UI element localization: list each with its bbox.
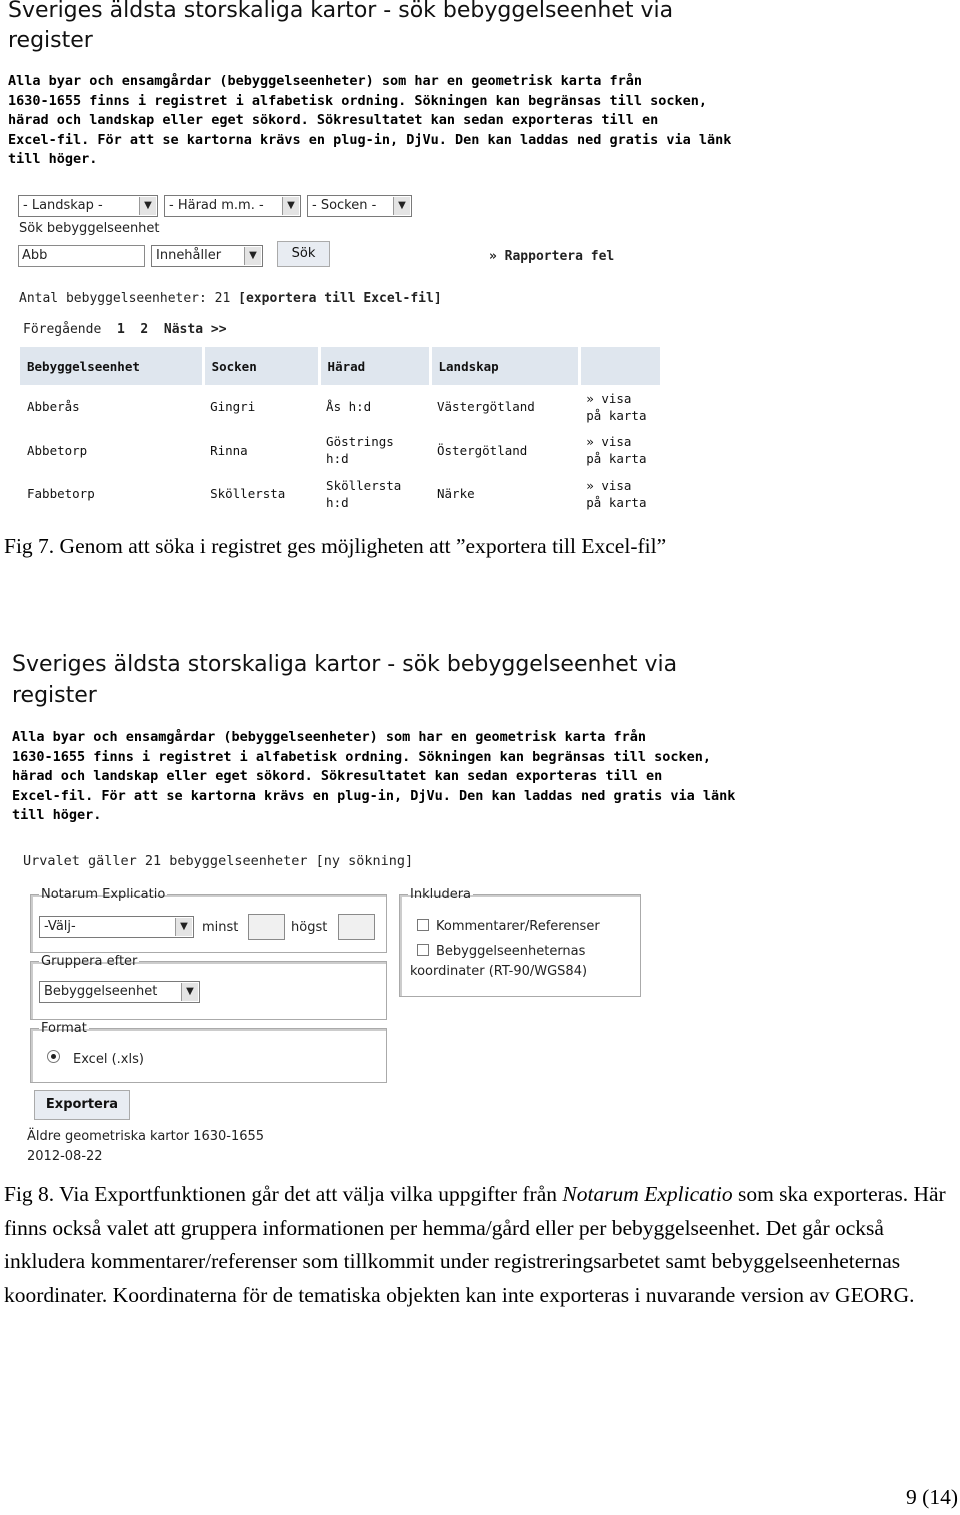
fig8-caption-prefix: Fig 8. Via Exportfunktionen går det att välja vilka uppgifter från — [4, 1182, 563, 1206]
gruppera-select[interactable] — [39, 981, 200, 1003]
cell-socken: Rinna — [210, 442, 248, 458]
notarum-select[interactable] — [39, 916, 194, 938]
cell-socken: Gingri — [210, 399, 256, 415]
search-button[interactable]: Sök — [277, 241, 330, 267]
cell-landskap: Östergötland — [437, 442, 528, 458]
selection-summary-text: Urvalet gäller 21 bebyggelseenheter [ny sökning] — [23, 853, 414, 869]
gruppera-legend: Gruppera efter — [41, 954, 138, 969]
chevron-down-icon: ▼ — [282, 197, 299, 215]
min-label: minst — [202, 920, 239, 935]
fig8-caption — [4, 1178, 959, 1313]
result-count-text: Antal bebyggelseenheter: 21 — [19, 291, 231, 306]
search-label: Sök bebyggelseenhet — [19, 221, 160, 236]
coordinates-checkbox-label-2: koordinater (RT-90/WGS84) — [410, 964, 588, 979]
harad-select[interactable] — [164, 195, 301, 217]
fig7-title-line2: register — [8, 28, 93, 53]
page-number: 9 (14) — [906, 1485, 958, 1509]
table-header-row — [20, 347, 660, 385]
view-on-map-link[interactable]: » visa på karta — [586, 390, 647, 423]
table-row — [20, 429, 660, 473]
fig8-caption-suffix: som ska exporteras. Här finns också valet att gruppera informationen per hemma/gård eller per bebyggelseenhet. Det går också inkludera kommentarer/referenser som tillkommit under registreringsarbetet samt bebyggelseenheternas koordinater. Koordinaterna för de tematiska objekten kan inte exporteras i nuvarande version av GEORG. — [4, 1182, 946, 1308]
fig7-caption: Fig 7. Genom att söka i registret ges möjligheten att ”exportera till Excel-fil” — [4, 534, 667, 558]
col-header-empty — [579, 347, 660, 385]
fig8-caption-emphasis: Notarum Explicatio — [562, 1182, 733, 1206]
cell-harad: Ås h:d — [326, 399, 372, 415]
fig8-title-line2: register — [12, 683, 97, 708]
result-count — [19, 291, 442, 306]
excel-radio[interactable] — [47, 1050, 60, 1063]
comments-checkbox[interactable] — [417, 919, 429, 931]
chevron-down-icon: ▼ — [139, 197, 156, 215]
chevron-down-icon: ▼ — [244, 247, 261, 265]
view-on-map-link[interactable]: » visa på karta — [586, 477, 647, 510]
fig7-intro: Alla byar och ensamgårdar (bebyggelseenheter) som har en geometrisk karta från 1630-1655 finns i registret i alfabetisk ordning. Sökningen kan begränsas till socken, härad och landskap eller eget sökord. Sökresultatet kan sedan exporteras till en Excel-fil. För att se kartorna krävs en plug-in, DjVu. Den kan laddas ned gratis via länk till höger. — [8, 73, 732, 168]
cell-enhet: Abbetorp — [27, 442, 88, 458]
inkludera-fieldset — [399, 887, 641, 997]
report-error-link[interactable]: » Rapportera fel — [489, 249, 615, 264]
min-input[interactable] — [248, 914, 285, 940]
socken-select-value: - Socken - — [312, 198, 377, 213]
pager-page-2[interactable]: 2 — [140, 322, 149, 337]
fig7-title-line1: Sveriges äldsta storskaliga kartor - sök bebyggelseenhet via — [8, 0, 674, 23]
selection-summary — [23, 853, 413, 869]
inkludera-legend: Inkludera — [410, 887, 472, 902]
footer-line1: Äldre geometriska kartor 1630-1655 — [27, 1129, 265, 1144]
harad-select-value: - Härad m.m. - — [169, 198, 264, 213]
coordinates-checkbox-label-1: Bebyggelseenheternas — [436, 944, 586, 959]
col-header-bebyggelseenhet: Bebyggelseenhet — [20, 347, 203, 385]
pager — [23, 322, 227, 337]
pager-page-1[interactable]: 1 — [116, 322, 125, 337]
view-on-map-link[interactable]: » visa på karta — [586, 434, 647, 467]
fig8-title-line1: Sveriges äldsta storskaliga kartor - sök bebyggelseenhet via — [12, 652, 678, 677]
cell-harad: Göstrings h:d — [326, 434, 394, 467]
table-row — [20, 385, 660, 429]
col-header-socken: Socken — [203, 347, 319, 385]
cell-landskap: Närke — [437, 486, 475, 502]
chevron-down-icon: ▼ — [175, 918, 192, 936]
pager-next[interactable]: Nästa >> — [163, 322, 227, 337]
results-table — [20, 347, 660, 516]
notarum-select-value: -Välj- — [44, 919, 76, 934]
coordinates-checkbox[interactable] — [417, 944, 429, 956]
export-button[interactable]: Exportera — [34, 1090, 130, 1120]
format-legend: Format — [41, 1021, 87, 1036]
notarum-legend: Notarum Explicatio — [41, 887, 166, 902]
max-label: högst — [291, 920, 328, 935]
landskap-select-value: - Landskap - — [23, 198, 103, 213]
socken-select[interactable] — [307, 195, 412, 217]
excel-radio-label: Excel (.xls) — [73, 1052, 144, 1067]
match-mode-value: Innehåller — [156, 248, 222, 263]
col-header-harad: Härad — [319, 347, 430, 385]
cell-harad: Sköllersta h:d — [326, 477, 402, 510]
search-input[interactable]: Abb — [18, 245, 145, 267]
landskap-select[interactable] — [18, 195, 158, 217]
cell-enhet: Fabbetorp — [27, 486, 95, 502]
cell-enhet: Abberås — [27, 399, 80, 415]
footer-line2: 2012-08-22 — [27, 1149, 103, 1164]
chevron-down-icon: ▼ — [181, 983, 198, 1001]
comments-checkbox-label: Kommentarer/Referenser — [436, 919, 600, 934]
table-row — [20, 472, 660, 516]
col-header-landskap: Landskap — [430, 347, 579, 385]
gruppera-select-value: Bebyggelseenhet — [44, 984, 158, 999]
fig8-intro: Alla byar och ensamgårdar (bebyggelseenheter) som har en geometrisk karta från 1630-1655 finns i registret i alfabetisk ordning. Sökningen kan begränsas till socken, härad och landskap eller eget sökord. Sökresultatet kan sedan exporteras till en Excel-fil. För att se kartorna krävs en plug-in, DjVu. Den kan laddas ned gratis via länk till höger. — [12, 729, 736, 824]
cell-socken: Sköllersta — [210, 486, 286, 502]
pager-prev[interactable]: Föregående — [23, 322, 102, 337]
cell-landskap: Västergötland — [437, 399, 535, 415]
max-input[interactable] — [338, 914, 375, 940]
chevron-down-icon: ▼ — [393, 197, 410, 215]
export-excel-link[interactable]: [exportera till Excel-fil] — [238, 291, 442, 306]
match-mode-select[interactable] — [151, 245, 263, 267]
